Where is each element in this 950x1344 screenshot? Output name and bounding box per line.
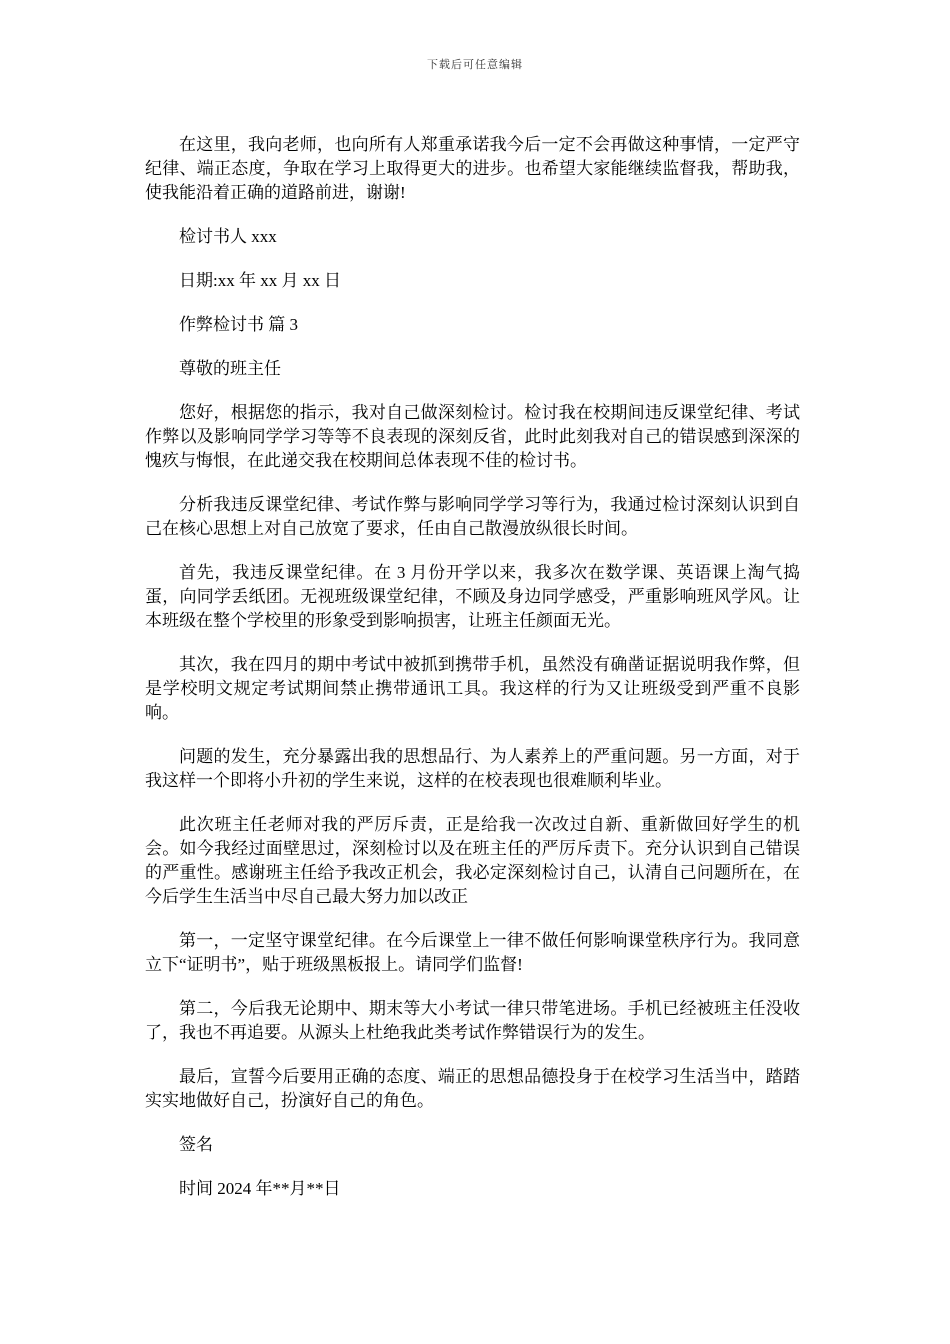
signature-label: 签名 <box>179 1135 213 1154</box>
paragraph-reflection: 此次班主任老师对我的严厉斥责，正是给我一次改过自新、重新做回好学生的机会。如今我经过面壁思过，深刻检讨以及在班主任的严厉斥责下。充分认识到自己错误的严重性。感谢班主任给予我改正机会，我必定深刻检讨自己，认清自己问题所在，在今后学生生活当中尽自己最大努力加以改正 <box>145 815 800 906</box>
paragraph-greeting: 您好，根据您的指示，我对自己做深刻检讨。检讨我在校期间违反课堂纪律、考试作弊以及影响同学学习等等不良表现的深刻反省，此时此刻我对自己的错误感到深深的愧疚与悔恨，在此递交我在校期间总体表现不佳的检讨书。 <box>145 403 800 470</box>
signature-date: 时间 2024 年**月**日 <box>179 1179 341 1198</box>
paragraph-signer: 检讨书人 xxx <box>179 227 277 246</box>
paragraph-pledge-one: 第一，一定坚守课堂纪律。在今后课堂上一律不做任何影响课堂秩序行为。我同意立下“证明书”，贴于班级黑板报上。请同学们监督! <box>145 931 800 974</box>
paragraph-final: 最后，宣誓今后要用正确的态度、端正的思想品德投身于在校学习生活当中，踏踏实实地做好自己，扮演好自己的角色。 <box>145 1067 800 1110</box>
page-header: 下载后可任意编辑 <box>427 59 523 71</box>
paragraph-first-issue: 首先，我违反课堂纪律。在 3 月份开学以来，我多次在数学课、英语课上淘气捣蛋，向同学丢纸团。无视班级课堂纪律，不顾及身边同学感受，严重影响班风学风。让本班级在整个学校里的形象受到影响损害，让班主任颜面无光。 <box>145 563 800 630</box>
paragraph-second-issue: 其次，我在四月的期中考试中被抓到携带手机，虽然没有确凿证据说明我作弊，但是学校明文规定考试期间禁止携带通讯工具。我这样的行为又让班级受到严重不良影响。 <box>145 655 800 722</box>
paragraph-salutation: 尊敬的班主任 <box>179 359 281 378</box>
paragraph-date: 日期:xx 年 xx 月 xx 日 <box>179 271 341 290</box>
paragraph-pledge-two: 第二，今后我无论期中、期末等大小考试一律只带笔进场。手机已经被班主任没收了，我也不再追要。从源头上杜绝我此类考试作弊错误行为的发生。 <box>145 999 800 1042</box>
paragraph-analysis: 分析我违反课堂纪律、考试作弊与影响同学学习等行为，我通过检讨深刻认识到自己在核心思想上对自己放宽了要求，任由自己散漫放纵很长时间。 <box>145 495 800 538</box>
paragraph-problem: 问题的发生，充分暴露出我的思想品行、为人素养上的严重问题。另一方面，对于我这样一个即将小升初的学生来说，这样的在校表现也很难顺利毕业。 <box>145 747 800 790</box>
section-title: 作弊检讨书 篇 3 <box>179 315 298 334</box>
document-body <box>145 133 800 1221</box>
paragraph-promise: 在这里，我向老师，也向所有人郑重承诺我今后一定不会再做这种事情，一定严守纪律、端正态度，争取在学习上取得更大的进步。也希望大家能继续监督我，帮助我，使我能沿着正确的道路前进，谢谢! <box>145 135 800 202</box>
